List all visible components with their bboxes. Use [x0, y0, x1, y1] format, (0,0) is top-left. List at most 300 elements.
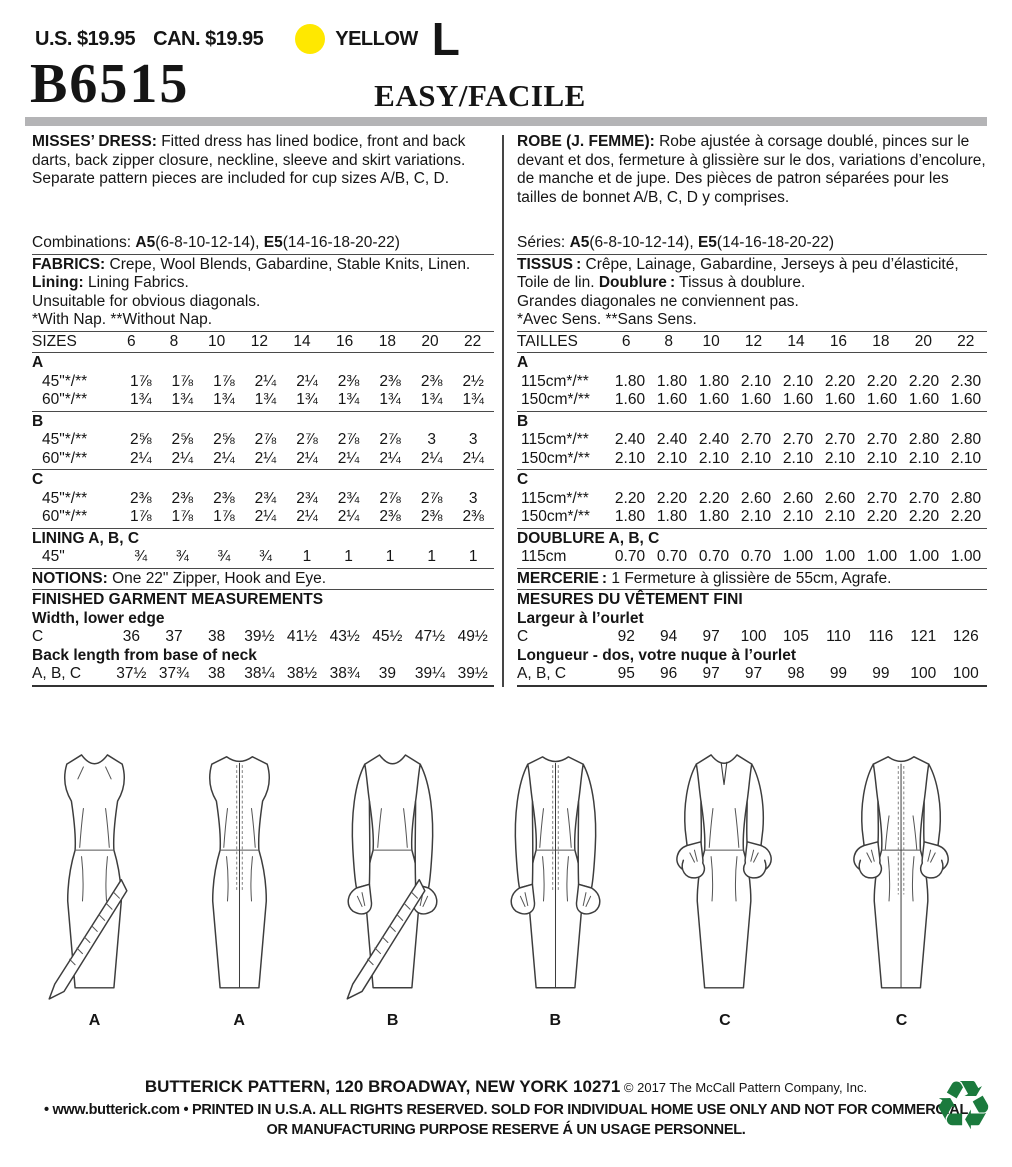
publisher-address: BUTTERICK PATTERN, 120 BROADWAY, NEW YORK 10271 — [144, 1077, 621, 1096]
row-values — [120, 391, 494, 410]
color-name: YELLOW — [335, 27, 418, 50]
table-cell: 1⅞ — [129, 508, 152, 525]
table-cell: 2.70 — [782, 431, 814, 448]
mercerie-text: 1 Fermeture à glissière de 55cm, Agrafe. — [607, 569, 892, 587]
table-cell: 38 — [208, 628, 226, 645]
diagonals-note: Unsuitable for obvious diagonals. — [32, 292, 261, 310]
table-row — [32, 373, 494, 392]
table-cell: 2¼ — [296, 508, 318, 525]
table-cell: 2⅞ — [254, 431, 277, 448]
table-cell: 1.00 — [866, 548, 898, 565]
table-row — [32, 391, 494, 410]
table-cell: 2⅞ — [379, 431, 401, 448]
table-cell: 8 — [664, 332, 673, 350]
table-cell: 2.20 — [698, 489, 730, 507]
table-cell: 1.80 — [656, 372, 688, 390]
mercerie-label: MERCERIE : — [517, 569, 608, 587]
table-cell: 2.40 — [698, 431, 730, 448]
combo-e5-sizes: (14-16-18-20-22) — [716, 234, 835, 251]
table-row — [32, 508, 494, 527]
table-cell: 98 — [787, 665, 805, 682]
table-cell: 1.60 — [656, 391, 688, 408]
table-cell: 39½ — [457, 665, 488, 682]
table-cell: 2.60 — [740, 489, 772, 507]
view-label: A — [88, 1012, 101, 1029]
table-cell: 1.80 — [656, 508, 688, 525]
table-cell: 0.70 — [740, 548, 772, 565]
table-cell: 2¾ — [296, 489, 318, 507]
table-cell: 1⅞ — [129, 372, 152, 390]
table-cell: 16 — [829, 332, 848, 350]
table-cell: 38 — [208, 665, 226, 682]
table-cell: 0.70 — [698, 548, 730, 565]
fabrics-text: Crepe, Wool Blends, Gabardine, Stable Knits, Linen. — [105, 255, 471, 273]
table-cell: 97 — [744, 665, 763, 682]
view-name: A — [32, 354, 44, 371]
table-cell: 3 — [468, 431, 478, 448]
table-cell: 2¼ — [213, 449, 235, 467]
table-cell: 2.10 — [782, 508, 814, 525]
table-row — [517, 373, 987, 392]
view-name: B — [32, 412, 44, 430]
table-cell: 2.20 — [908, 508, 940, 525]
row-label: 60"*/** — [42, 449, 88, 467]
table-cell: 2¼ — [296, 449, 318, 467]
row-label: 45"*/** — [42, 489, 88, 507]
table-cell: 2.20 — [866, 372, 898, 390]
table-cell: 2.10 — [614, 449, 646, 467]
table-cell: 3 — [468, 489, 478, 507]
table-cell: 2¼ — [254, 449, 277, 467]
finished-title: FINISHED GARMENT MEASUREMENTS — [32, 591, 324, 608]
table-cell: 2¼ — [337, 449, 360, 467]
table-cell: 20 — [421, 332, 439, 350]
english-lining-yardage — [32, 529, 494, 569]
table-cell: 2⅝ — [213, 431, 235, 448]
table-cell: 1.60 — [740, 391, 772, 408]
lining-text: Lining Fabrics. — [83, 274, 189, 291]
table-cell: 1.00 — [782, 548, 814, 565]
row-label: C — [32, 628, 44, 645]
table-cell: 2⅜ — [379, 508, 401, 525]
table-cell: 38½ — [286, 665, 318, 682]
table-cell: 1¾ — [296, 391, 318, 408]
french-view-b-yardage — [517, 412, 987, 471]
table-cell: 1¾ — [462, 391, 484, 408]
tissus-text: Crêpe, Lainage, Gabardine, Jerseys à peu d’élasticité, Toile de lin. — [517, 255, 959, 291]
view-label: C — [895, 1012, 908, 1029]
table-cell: 14 — [787, 332, 805, 350]
row-label: 115cm*/** — [521, 372, 589, 390]
english-view-a-yardage — [32, 353, 494, 412]
table-cell: 2⅜ — [462, 508, 484, 525]
table-cell: 2.70 — [866, 431, 898, 448]
price-row — [35, 13, 459, 65]
row-label: C — [517, 628, 529, 645]
table-cell: 1¾ — [129, 391, 152, 408]
table-cell: 1¾ — [171, 391, 194, 408]
table-cell: 1⅞ — [171, 508, 194, 525]
copyright-text: © 2017 The McCall Pattern Company, Inc. — [620, 1080, 868, 1095]
table-cell: 22 — [957, 332, 975, 350]
table-cell: 10 — [702, 332, 720, 350]
table-cell: 2.10 — [656, 449, 688, 467]
table-cell: 2.20 — [614, 489, 646, 507]
english-view-c-yardage — [32, 470, 494, 529]
table-cell: 2.60 — [782, 489, 814, 507]
row-values — [609, 508, 987, 527]
table-cell: 1.60 — [866, 391, 898, 408]
difficulty-label: EASY/FACILE — [374, 78, 586, 113]
table-cell: 2.20 — [656, 489, 688, 507]
table-cell: 2½ — [462, 372, 484, 390]
table-row — [517, 490, 987, 509]
cup-size-letter: L — [431, 13, 459, 65]
table-row — [32, 665, 494, 684]
table-cell: 49½ — [457, 628, 488, 645]
row-values — [605, 628, 987, 647]
row-values — [609, 431, 987, 450]
table-cell: 1.60 — [908, 391, 940, 408]
doublure-label: Doublure : — [598, 274, 676, 291]
table-cell: 8 — [169, 332, 179, 350]
table-row — [32, 431, 494, 450]
view-name: A — [517, 354, 529, 371]
table-cell: ¾ — [134, 548, 148, 565]
view-a-front-illustration — [25, 742, 164, 1010]
row-values — [609, 391, 987, 410]
table-cell: 1 — [427, 548, 436, 565]
table-cell: 2⅞ — [379, 489, 401, 507]
row-label: 115cm*/** — [521, 431, 589, 448]
table-cell: 2¼ — [254, 372, 277, 390]
row-label: 45" — [42, 548, 65, 565]
nap-note: *With Nap. **Without Nap. — [32, 311, 213, 328]
table-cell: 100 — [952, 665, 979, 682]
bilingual-columns — [32, 133, 987, 687]
table-cell: 43½ — [329, 628, 360, 645]
yellow-dot-icon — [295, 24, 325, 54]
table-cell: 36 — [122, 628, 140, 645]
table-cell: 2.70 — [740, 431, 772, 448]
row-values — [120, 450, 494, 469]
english-description-label: MISSES’ DRESS: — [32, 133, 157, 150]
table-cell: 105 — [783, 628, 809, 645]
table-row — [32, 490, 494, 509]
english-finished-measurements — [32, 590, 494, 687]
table-cell: 2¼ — [379, 449, 401, 467]
row-label: 150cm*/** — [521, 391, 590, 408]
view-c-back-illustration — [816, 742, 987, 1010]
table-cell: 12 — [250, 332, 268, 350]
table-cell: 96 — [660, 665, 678, 682]
table-cell: 1.00 — [950, 548, 982, 565]
table-cell: 2.10 — [782, 449, 814, 467]
row-values — [120, 508, 494, 527]
table-cell: 1⅞ — [213, 508, 235, 525]
view-c-back-figure — [816, 742, 987, 1030]
table-cell: 47½ — [414, 628, 446, 645]
french-description — [517, 133, 987, 233]
view-a-front-figure — [25, 742, 164, 1030]
table-cell: 2¼ — [462, 449, 484, 467]
table-cell: 2.60 — [824, 489, 856, 507]
combo-a5-sizes: (6-8-10-12-14), — [155, 234, 264, 251]
table-cell: 116 — [868, 628, 894, 645]
table-cell: 2⅜ — [171, 489, 194, 507]
view-a-back-illustration — [170, 742, 309, 1010]
table-cell: 2¼ — [420, 449, 443, 467]
english-sizes-header — [32, 332, 494, 354]
table-cell: 10 — [208, 332, 226, 350]
row-label: 60"*/** — [42, 391, 88, 408]
combo-e5: E5 — [697, 234, 717, 251]
table-cell: 2⅜ — [129, 489, 152, 507]
table-cell: 2⅞ — [337, 431, 360, 448]
table-cell: 2¼ — [129, 449, 152, 467]
table-cell: 2⅜ — [337, 372, 360, 390]
table-cell: 6 — [127, 332, 136, 350]
table-cell: 45½ — [372, 628, 403, 645]
table-cell: 3 — [427, 431, 436, 448]
table-cell: 14 — [293, 332, 311, 350]
table-cell: 1⅞ — [213, 372, 235, 390]
row-label: A, B, C — [517, 665, 567, 682]
combo-e5: E5 — [263, 234, 283, 251]
table-cell: 1 — [302, 548, 312, 565]
table-cell: 2¾ — [337, 489, 360, 507]
table-cell: 2.20 — [950, 508, 982, 525]
series-label: Séries: — [517, 234, 570, 251]
french-doublure-yardage — [517, 529, 987, 569]
table-cell: 1.80 — [614, 508, 646, 525]
table-cell: 2.70 — [824, 431, 856, 448]
publisher-line — [0, 1077, 1012, 1097]
table-cell: 2.40 — [656, 431, 688, 448]
view-label: B — [386, 1012, 399, 1029]
sizes-label: SIZES — [32, 332, 77, 350]
english-description-text: Fitted dress has lined bodice, front and back darts, back zipper closure, neckline, sleeve and skirt variations. Separate pattern pieces are included for cup sizes A/B, C, D. — [32, 133, 466, 187]
table-cell: 2⅞ — [420, 489, 443, 507]
table-cell: 2.70 — [866, 489, 898, 507]
table-cell: 2.10 — [740, 372, 772, 390]
table-cell: 2¼ — [171, 449, 194, 467]
row-label: 150cm*/** — [521, 508, 590, 525]
english-column — [32, 133, 494, 687]
table-cell: 2.10 — [740, 508, 772, 525]
table-cell: 1¾ — [379, 391, 401, 408]
column-divider — [502, 135, 504, 687]
french-view-c-yardage — [517, 470, 987, 529]
view-b-back-illustration — [477, 742, 634, 1010]
table-cell: 1¾ — [337, 391, 360, 408]
table-cell: 2¼ — [337, 508, 360, 525]
table-cell: 2.10 — [824, 449, 856, 467]
table-row — [517, 450, 987, 469]
french-view-a-yardage — [517, 353, 987, 412]
mesures-title: MESURES DU VÊTEMENT FINI — [517, 591, 743, 608]
longueur-label: Longueur - dos, votre nuque à l’ourlet — [517, 646, 797, 664]
table-cell: 92 — [617, 628, 635, 645]
table-row — [517, 628, 987, 647]
table-cell: 0.70 — [614, 548, 646, 565]
price-can: CAN. $19.95 — [153, 27, 264, 50]
table-cell: 6 — [621, 332, 631, 350]
table-cell: 2.80 — [908, 431, 940, 448]
table-cell: 2.20 — [908, 372, 940, 390]
view-a-back-figure — [170, 742, 309, 1030]
row-label: 115cm — [521, 548, 567, 565]
french-column — [517, 133, 987, 687]
table-cell: 1.60 — [698, 391, 730, 408]
table-cell: 97 — [702, 665, 720, 682]
row-label: 45"*/** — [42, 431, 88, 448]
table-cell: 2.30 — [950, 372, 982, 390]
table-cell: 1¾ — [420, 391, 443, 408]
french-fabrics-block — [517, 255, 987, 332]
nap-note: *Avec Sens. **Sans Sens. — [517, 311, 697, 328]
view-label: A — [233, 1012, 245, 1029]
table-cell: 2⅜ — [420, 508, 443, 525]
row-values — [609, 373, 987, 392]
table-cell: 2.10 — [866, 449, 898, 467]
lining-section-label: LINING A, B, C — [32, 529, 140, 547]
doublure-text: Tissus à doublure. — [675, 274, 806, 291]
table-row — [517, 508, 987, 527]
row-label: A, B, C — [32, 665, 82, 682]
table-cell: 2¼ — [296, 372, 318, 390]
garment-views-row — [25, 742, 987, 1030]
french-description-label: ROBE (J. FEMME): — [517, 133, 655, 150]
french-finished-measurements — [517, 590, 987, 687]
table-cell: 1 — [468, 548, 478, 565]
row-values — [110, 628, 494, 647]
row-values — [120, 548, 494, 567]
pattern-number: B6515 — [30, 53, 190, 115]
back-length-label: Back length from base of neck — [32, 646, 257, 664]
table-cell: 97 — [702, 628, 720, 645]
table-cell: 99 — [829, 665, 848, 682]
table-cell: 37½ — [116, 665, 147, 682]
view-c-front-illustration — [639, 742, 810, 1010]
table-cell: 38¼ — [244, 665, 275, 682]
table-cell: 20 — [914, 332, 932, 350]
view-name: C — [32, 471, 44, 488]
table-row — [32, 548, 494, 567]
table-cell: 1.60 — [614, 391, 646, 408]
table-cell: 1⅞ — [171, 372, 194, 390]
view-name: C — [517, 471, 529, 488]
row-label: 115cm*/** — [521, 489, 589, 507]
table-cell: 2.80 — [950, 489, 982, 507]
table-cell: 2.10 — [782, 372, 814, 390]
table-cell: ¾ — [217, 548, 231, 565]
table-cell: 18 — [378, 332, 396, 350]
table-cell: 0.70 — [656, 548, 688, 565]
rights-line: • www.butterick.com • PRINTED IN U.S.A. ALL RIGHTS RESERVED. SOLD FOR INDIVIDUAL HOME USE ONLY AND NOT FOR COMMERCIAL — [43, 1102, 969, 1118]
view-label: B — [549, 1012, 562, 1029]
table-cell: 37 — [165, 628, 183, 645]
combinations-label: Combinations: — [32, 234, 136, 251]
view-b-back-figure — [477, 742, 634, 1030]
english-notions — [32, 569, 494, 591]
notions-label: NOTIONS: — [32, 569, 108, 587]
table-cell: 16 — [336, 332, 354, 350]
table-cell: 41½ — [286, 628, 318, 645]
table-cell: 1.80 — [698, 508, 730, 525]
header-divider-bar — [25, 117, 987, 126]
french-sizes-header — [517, 332, 987, 354]
largeur-label: Largeur à l’ourlet — [517, 609, 644, 627]
table-cell: 2.10 — [698, 449, 730, 467]
tailles-values — [605, 333, 987, 352]
table-cell: 100 — [910, 665, 937, 682]
diagonals-note: Grandes diagonales ne conviennent pas. — [517, 292, 799, 310]
row-values — [609, 490, 987, 509]
fabrics-label: FABRICS: — [32, 255, 106, 273]
table-cell: 38¾ — [329, 665, 360, 682]
row-label: 60"*/** — [42, 508, 88, 525]
table-cell: 1.00 — [824, 548, 856, 565]
row-values — [609, 548, 987, 567]
price-us: U.S. $19.95 — [35, 27, 136, 50]
table-cell: 39½ — [244, 628, 275, 645]
table-cell: ¾ — [175, 548, 189, 565]
table-cell: 2⅝ — [171, 431, 194, 448]
table-cell: 2.10 — [740, 449, 772, 467]
table-cell: 22 — [464, 332, 482, 350]
table-cell: ¾ — [258, 548, 272, 565]
row-values — [120, 490, 494, 509]
table-cell: 95 — [617, 665, 635, 682]
sizes-values — [110, 333, 494, 352]
table-cell: 18 — [872, 332, 890, 350]
table-cell: 1.80 — [698, 372, 730, 390]
english-combinations — [32, 233, 494, 255]
tissus-label: TISSUS : — [517, 255, 582, 273]
row-label: 150cm*/** — [521, 449, 590, 467]
table-cell: 2.10 — [950, 449, 982, 467]
table-cell: 2.40 — [614, 431, 646, 448]
tailles-label: TAILLES — [517, 332, 578, 350]
french-series — [517, 233, 987, 255]
english-description — [32, 133, 494, 233]
combo-a5: A5 — [569, 234, 590, 251]
row-values — [110, 665, 494, 684]
table-row — [517, 431, 987, 450]
width-label: Width, lower edge — [32, 609, 165, 627]
table-cell: 121 — [910, 628, 937, 645]
table-cell: 1¾ — [254, 391, 277, 408]
row-values — [120, 431, 494, 450]
table-cell: 110 — [826, 628, 851, 645]
table-row — [517, 391, 987, 410]
recycle-icon: ♻ — [933, 1067, 994, 1146]
table-row — [517, 665, 987, 684]
table-cell: 2.20 — [824, 372, 856, 390]
table-cell: 12 — [744, 332, 763, 350]
table-cell: 1.60 — [950, 391, 982, 408]
table-cell: 2⅞ — [296, 431, 318, 448]
combo-e5-sizes: (14-16-18-20-22) — [282, 234, 400, 251]
table-cell: 1.60 — [824, 391, 856, 408]
combo-a5-sizes: (6-8-10-12-14), — [589, 234, 698, 251]
table-cell: 2⅝ — [129, 431, 152, 448]
table-cell: 2.80 — [950, 431, 982, 448]
row-values — [609, 450, 987, 469]
view-label: C — [719, 1012, 731, 1029]
table-cell: 1¾ — [213, 391, 235, 408]
